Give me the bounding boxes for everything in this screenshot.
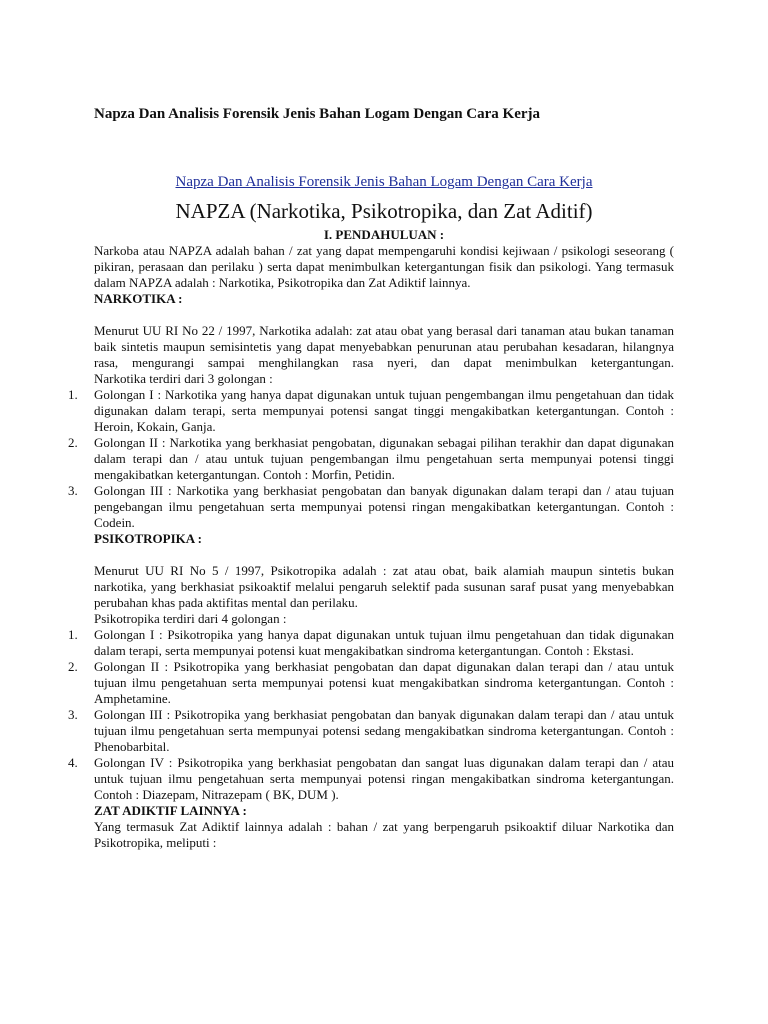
narkotika-heading: NARKOTIKA : — [94, 291, 183, 306]
list-item — [68, 707, 674, 755]
psikotropika-definition: Menurut UU RI No 5 / 1997, Psikotropika adalah : zat atau obat, baik alamiah maupun sintetis bukan narkotika, yang berkhasiat psikoaktif melalui pengaruh selektif pada susunan saraf pusat yang menyebabkan perubahan khas pada aktifitas mental dan perilaku. — [94, 563, 674, 610]
list-text: Golongan III : Psikotropika yang berkhasiat pengobatan dan banyak digunakan dalam terapi dan / atau untuk tujuan ilmu pengetahuan serta mempunyai potensi sedang mengakibatkan sindroma ketergantungan. Contoh : Phenobarbital. — [94, 707, 674, 754]
zat-adiktif-heading: ZAT ADIKTIF LAINNYA : — [94, 803, 247, 818]
list-number: 4. — [68, 755, 78, 770]
spacer — [0, 307, 768, 323]
list-number: 2. — [68, 659, 78, 674]
list-text: Golongan II : Psikotropika yang berkhasiat pengobatan dan dapat digunakan dalan terapi dan / atau untuk tujuan ilmu pengetahuan serta mempunyai potensi kuat mengakibatkan sindroma ketergantungan. Contoh : Amphetamine. — [94, 659, 674, 706]
list-text: Golongan II : Narkotika yang berkhasiat pengobatan, digunakan sebagai pilihan terakhir dan dapat digunakan dalam terapi dan / atau untuk tujuan pengembangan ilmu pengetahuan serta mempunyai potensi tinggi mengakibatkan ketergantungan. Contoh : Morfin, Petidin. — [94, 435, 674, 482]
list-number: 3. — [68, 707, 78, 722]
list-text: Golongan III : Narkotika yang berkhasiat pengobatan dan banyak digunakan dalam terapi dan / atau tujuan pengebangan ilmu pengetahuan serta mempunyai potensi ringan mengakibatkan ketergantungan. Contoh : Codein. — [94, 483, 674, 530]
list-item — [68, 659, 674, 707]
narkotika-list-intro: Narkotika terdiri dari 3 golongan : — [94, 371, 273, 386]
list-number: 1. — [68, 387, 78, 402]
list-text: Golongan IV : Psikotropika yang berkhasiat pengobatan dan sangat luas digunakan dalam terapi dan / atau untuk tujuan ilmu pengetahuan serta mempunyai potensi ringan mengakibatkan sindroma ketergantungan. Contoh : Diazepam, Nitrazepam ( BK, DUM ). — [94, 755, 674, 802]
intro-paragraph: Narkoba atau NAPZA adalah bahan / zat yang dapat mempengaruhi kondisi kejiwaan / psikologi seseorang ( pikiran, perasaan dan perilaku ) serta dapat menimbulkan ketergantungan fisik dan psikologi. Yang termasuk dalam NAPZA adalah : Narkotika, Psikotropika dan Zat Adiktif lainnya. — [94, 243, 674, 290]
list-text: Golongan I : Psikotropika yang hanya dapat digunakan untuk tujuan ilmu pengetahuan dan tidak digunakan dalam terapi, serta mempunyai potensi kuat mengakibatkan sindroma ketergantungan. Contoh : Ekstasi. — [94, 627, 674, 658]
spacer — [0, 547, 768, 563]
article-title-link[interactable]: Napza Dan Analisis Forensik Jenis Bahan Logam Dengan Cara Kerja — [175, 174, 593, 190]
list-item — [68, 755, 674, 803]
psikotropika-list-intro: Psikotropika terdiri dari 4 golongan : — [94, 611, 287, 626]
list-item — [68, 435, 674, 483]
document-title: Napza Dan Analisis Forensik Jenis Bahan Logam Dengan Cara Kerja — [94, 106, 541, 122]
list-item — [68, 387, 674, 435]
zat-adiktif-paragraph: Yang termasuk Zat Adiktif lainnya adalah : bahan / zat yang berpengaruh psikoaktif diluar Narkotika dan Psikotropika, meliputi : — [94, 819, 674, 850]
list-number: 1. — [68, 627, 78, 642]
document-body — [0, 227, 768, 851]
list-number: 3. — [68, 483, 78, 498]
list-item — [68, 483, 674, 531]
psikotropika-heading: PSIKOTROPIKA : — [94, 531, 202, 546]
list-text: Golongan I : Narkotika yang hanya dapat digunakan untuk tujuan pengembangan ilmu pengetahuan dan tidak digunakan dalam terapi, serta mempunyai potensi sangat tinggi mengakibatkan ketergantungan. Contoh : Heroin, Kokain, Ganja. — [94, 387, 674, 434]
main-heading: NAPZA (Narkotika, Psikotropika, dan Zat Aditif) — [175, 199, 593, 223]
list-number: 2. — [68, 435, 78, 450]
narkotika-definition: Menurut UU RI No 22 / 1997, Narkotika adalah: zat atau obat yang berasal dari tanaman atau bukan tanaman baik sintetis maupun semisintetis yang dapat menyebabkan penurunan atau perubahan kesadaran, hilangnya rasa, mengurangi sampai menghilangkan rasa nyeri, dan dapat menimbulkan ketergantungan. — [94, 323, 674, 370]
section-heading: I. PENDAHULUAN : — [323, 227, 445, 242]
list-item — [68, 627, 674, 659]
